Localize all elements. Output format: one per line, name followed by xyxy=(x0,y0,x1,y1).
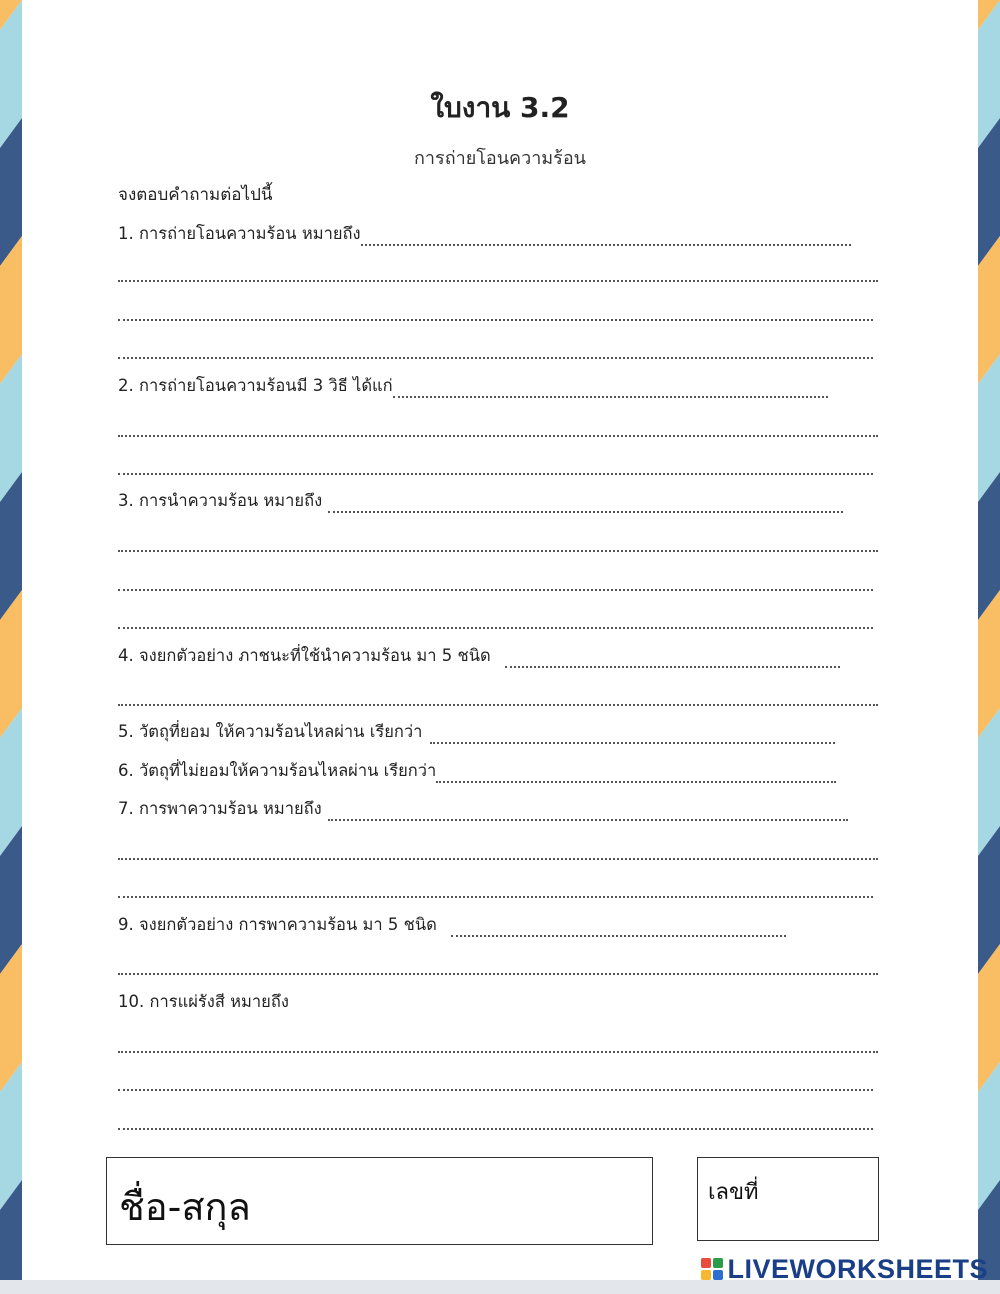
question-1-label: 1. การถ่ายโอนความร้อน หมายถึง xyxy=(118,224,361,243)
instruction-text: จงตอบคำถามต่อไปนี้ xyxy=(118,185,273,205)
answer-line[interactable] xyxy=(118,1029,878,1053)
answer-line[interactable] xyxy=(118,258,878,282)
answer-line[interactable] xyxy=(118,874,873,898)
student-name-box[interactable] xyxy=(106,1157,653,1245)
question-7-label: 7. การพาความร้อน หมายถึง xyxy=(118,799,322,818)
question-7-answer-line[interactable] xyxy=(328,797,848,821)
question-3-label: 3. การนำความร้อน หมายถึง xyxy=(118,491,323,510)
student-number-label: เลขที่ xyxy=(708,1180,759,1205)
student-name-label: ชื่อ-สกุล xyxy=(119,1185,251,1229)
question-2-row xyxy=(118,374,828,398)
question-6-label: 6. วัตถุที่ไม่ยอมให้ความร้อนไหลผ่าน เรียกว่า xyxy=(118,761,437,780)
question-2-answer-line[interactable] xyxy=(393,374,828,398)
answer-line[interactable] xyxy=(118,836,878,860)
question-2-label: 2. การถ่ายโอนความร้อนมี 3 วิธี ได้แก่ xyxy=(118,376,393,395)
question-10-row xyxy=(118,990,289,1014)
question-4-answer-line[interactable] xyxy=(505,644,840,668)
worksheet-subtitle: การถ่ายโอนความร้อน xyxy=(414,148,586,169)
question-10-label: 10. การแผ่รังสี หมายถึง xyxy=(118,992,289,1011)
question-5-answer-line[interactable] xyxy=(430,720,835,744)
answer-line[interactable] xyxy=(118,605,873,629)
answer-line[interactable] xyxy=(118,682,878,706)
question-1-row xyxy=(118,222,851,246)
left-striped-border xyxy=(0,0,22,1280)
liveworksheets-logo-icon xyxy=(701,1258,723,1280)
question-6-row xyxy=(118,759,836,783)
liveworksheets-brand-text: LIVEWORKSHEETS xyxy=(727,1253,988,1284)
question-9-answer-line[interactable] xyxy=(451,913,786,937)
answer-line[interactable] xyxy=(118,1106,873,1130)
answer-line[interactable] xyxy=(118,567,873,591)
question-3-row xyxy=(118,489,843,513)
question-5-label: 5. วัตถุที่ยอม ให้ความร้อนไหลผ่าน เรียกว่า xyxy=(118,722,423,741)
answer-line[interactable] xyxy=(118,297,873,321)
question-9-row xyxy=(118,913,786,937)
answer-line[interactable] xyxy=(118,335,873,359)
answer-line[interactable] xyxy=(118,951,878,975)
answer-line[interactable] xyxy=(118,413,878,437)
question-7-row xyxy=(118,797,848,821)
answer-line[interactable] xyxy=(118,528,878,552)
worksheet-title: ใบงาน 3.2 xyxy=(430,91,570,124)
question-6-answer-line[interactable] xyxy=(436,759,836,783)
answer-line[interactable] xyxy=(118,1067,873,1091)
liveworksheets-logo xyxy=(701,1254,988,1284)
question-3-answer-line[interactable] xyxy=(328,489,843,513)
right-striped-border xyxy=(978,0,1000,1280)
student-number-box[interactable] xyxy=(697,1157,879,1241)
answer-line[interactable] xyxy=(118,451,873,475)
question-1-answer-line[interactable] xyxy=(361,222,851,246)
question-4-label: 4. จงยกตัวอย่าง ภาชนะที่ใช้นำความร้อน มา 5 ชนิด xyxy=(118,646,491,665)
question-5-row xyxy=(118,720,835,744)
question-9-label: 9. จงยกตัวอย่าง การพาความร้อน มา 5 ชนิด xyxy=(118,915,437,934)
question-4-row xyxy=(118,644,840,668)
